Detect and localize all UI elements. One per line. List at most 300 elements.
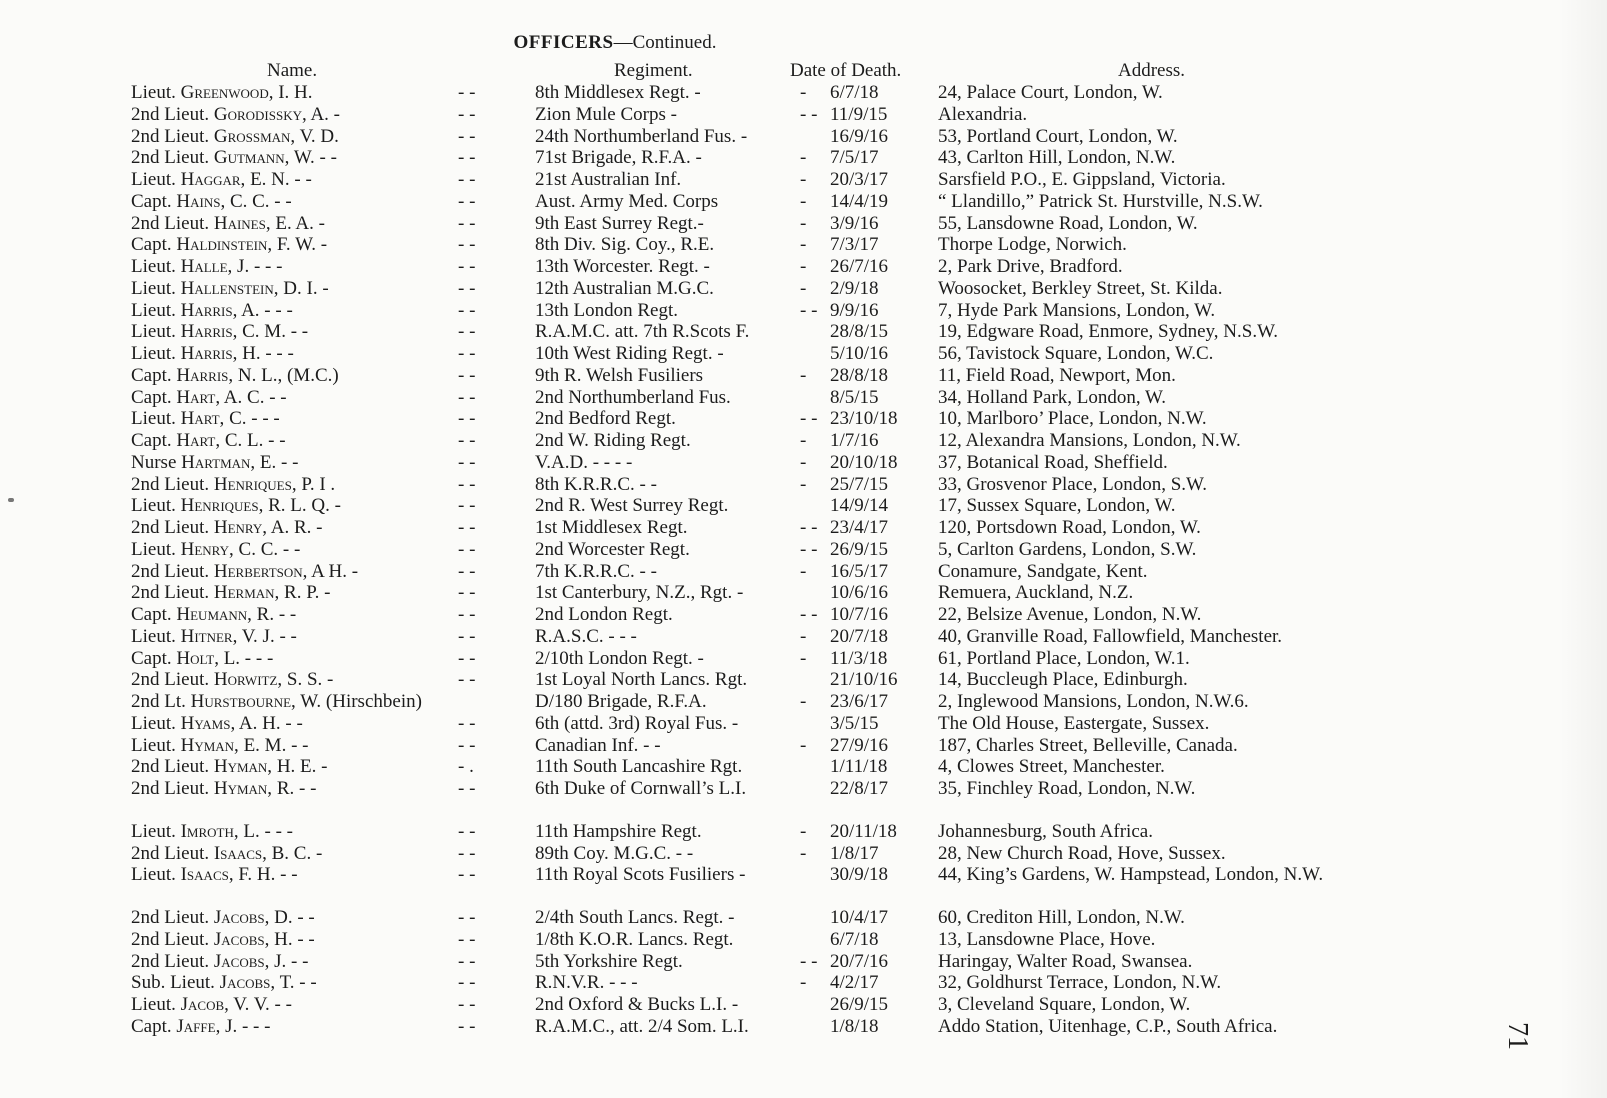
regiment: 12th Australian M.G.C. — [535, 277, 714, 299]
regiment: 2nd Bedford Regt. — [535, 408, 676, 430]
officer-surname: Jacobs, — [219, 972, 276, 994]
officer-initials: V. D. — [299, 125, 339, 147]
officer-rank: Lieut. — [131, 343, 176, 364]
officer-rank: 2nd Lieut. — [131, 842, 210, 864]
officer-rank: Capt. — [131, 647, 172, 669]
regiment: 1st Canterbury, N.Z., Rgt. - — [535, 582, 744, 604]
table-row — [0, 929, 1607, 951]
officer-name — [131, 387, 287, 409]
address: Thorpe Lodge, Norwich. — [938, 234, 1127, 256]
regiment: R.A.S.C. - - - — [535, 625, 637, 647]
table-row — [0, 387, 1607, 409]
regiment: 6th Duke of Cornwall’s L.I. — [535, 778, 747, 799]
regiment: 9th East Surrey Regt.- — [535, 212, 704, 234]
officer-surname: Holt, — [176, 647, 219, 669]
date-of-death: 20/7/18 — [830, 625, 889, 647]
officer-initials: F. H. - - — [238, 864, 298, 886]
officer-rank: 2nd Lieut. — [131, 907, 210, 928]
officer-surname: Hyman, — [213, 778, 273, 799]
officer-name — [131, 929, 315, 951]
leader-dashes: - - — [458, 517, 476, 538]
officer-name — [131, 321, 308, 343]
officer-surname: Greenwood, — [180, 82, 274, 103]
regiment: R.A.M.C., att. 2/4 Som. L.I. — [535, 1015, 749, 1037]
regiment: R.N.V.R. - - - — [535, 972, 638, 994]
leader-dashes: - - — [458, 82, 476, 103]
officer-surname: Imroth, — [180, 820, 239, 842]
officer-surname: Henry, — [213, 517, 268, 538]
officer-name — [131, 234, 327, 256]
leader-dashes: - - — [458, 125, 476, 147]
officer-initials: E. A. - — [275, 212, 325, 234]
officer-initials: I. H. — [278, 82, 313, 103]
officer-rank: Lieut. — [131, 712, 176, 734]
officer-surname: Herbertson, — [213, 560, 308, 582]
table-row — [0, 778, 1607, 800]
date-of-death: 2/9/18 — [830, 277, 879, 299]
date-of-death: 6/7/18 — [830, 82, 879, 103]
officer-initials: A. C. - - — [223, 386, 287, 408]
address: 4, Clowes Street, Manchester. — [938, 756, 1165, 778]
officer-initials: A. H. - - — [238, 712, 303, 734]
table-row — [0, 213, 1607, 235]
date-of-death: 1/8/17 — [830, 842, 879, 864]
officer-initials: T. - - — [279, 972, 317, 994]
officer-name — [131, 582, 331, 604]
regiment: 5th Yorkshire Regt. — [535, 950, 683, 972]
officer-rank: Capt. — [131, 430, 172, 451]
date-of-death: 10/7/16 — [830, 604, 889, 625]
regiment: 2nd W. Riding Regt. — [535, 430, 691, 451]
table-row — [0, 604, 1607, 626]
leader-dashes: - - — [458, 994, 476, 1015]
officer-name — [131, 430, 286, 452]
table-row — [0, 539, 1607, 561]
officer-rank: Lieut. — [131, 321, 176, 343]
officer-rank: 2nd Lieut. — [131, 778, 210, 799]
address: 32, Goldhurst Terrace, London, N.W. — [938, 972, 1222, 994]
officer-rank: Lieut. — [131, 169, 176, 190]
officer-surname: Herman, — [213, 582, 280, 604]
officer-surname: Hyman, — [180, 734, 239, 756]
officer-initials: C. - - - — [229, 408, 280, 430]
officer-initials: A. - - - — [241, 299, 293, 321]
leader-dashes: - - — [458, 647, 476, 669]
officer-rank: Lieut. — [131, 495, 176, 517]
leader-dashes: - - — [800, 604, 818, 625]
officer-name — [131, 278, 329, 300]
address: 13, Lansdowne Place, Hove. — [938, 928, 1156, 950]
leader-dashes: - - — [458, 582, 476, 604]
regiment: 1/8th K.O.R. Lancs. Regt. — [535, 928, 734, 950]
leader-dashes: - — [800, 147, 807, 169]
regiment: 2nd Worcester Regt. — [535, 538, 690, 560]
table-row — [0, 495, 1607, 517]
leader-dashes: - — [800, 256, 807, 277]
date-of-death: 7/3/17 — [830, 234, 879, 256]
leader-dashes: - - — [458, 451, 476, 473]
officer-surname: Horwitz, — [213, 669, 283, 691]
officer-name — [131, 408, 280, 430]
leader-dashes: - - — [458, 820, 476, 842]
leader-dashes: - — [800, 82, 807, 103]
regiment: Canadian Inf. - - — [535, 734, 661, 756]
address: 22, Belsize Avenue, London, N.W. — [938, 604, 1202, 625]
officer-initials: E. M. - - — [243, 734, 309, 756]
regiment: 1st Loyal North Lancs. Rgt. — [535, 669, 748, 691]
leader-dashes: - - — [458, 234, 476, 256]
officer-name — [131, 778, 316, 800]
address: 14, Buccleugh Place, Edinburgh. — [938, 669, 1188, 691]
address: 12, Alexandra Mansions, London, N.W. — [938, 430, 1241, 451]
regiment: 2nd Oxford & Bucks L.I. - — [535, 994, 739, 1015]
date-of-death: 8/5/15 — [830, 386, 879, 408]
leader-dashes: - - — [458, 299, 476, 321]
table-row — [0, 104, 1607, 126]
officer-initials: H. - - - — [242, 343, 294, 364]
officer-rank: Capt. — [131, 190, 172, 212]
title-rest: —Continued. — [613, 32, 717, 53]
officer-initials: J. - - - — [225, 1015, 271, 1037]
officer-surname: Hurstbourne, — [190, 691, 296, 712]
officer-initials: N. L., (M.C.) — [237, 364, 339, 386]
officer-initials: L. - - - — [243, 820, 293, 842]
date-of-death: 5/10/16 — [830, 343, 889, 364]
regiment: 11th South Lancashire Rgt. — [535, 756, 743, 778]
regiment: V.A.D. - - - - — [535, 451, 633, 473]
officer-name — [131, 713, 303, 735]
officer-initials: C. M. - - — [242, 321, 309, 343]
address: 11, Field Road, Newport, Mon. — [938, 364, 1176, 386]
officer-surname: Hart, — [176, 430, 221, 451]
officer-name — [131, 561, 358, 583]
officer-rank: Lieut. — [131, 277, 176, 299]
leader-dashes: - - — [458, 190, 476, 212]
officer-initials: W. - - — [293, 147, 337, 169]
leader-dashes: - - — [458, 212, 476, 234]
officer-initials: B. C. - — [271, 842, 323, 864]
officer-initials: W. (Hirschbein) — [300, 691, 422, 712]
leader-dashes: - — [800, 560, 807, 582]
officer-rank: Lieut. — [131, 625, 176, 647]
leader-dashes: - - — [458, 473, 476, 495]
table-row — [0, 126, 1607, 148]
leader-dashes: - — [800, 169, 807, 190]
officer-name — [131, 821, 293, 843]
officer-rank: Capt. — [131, 234, 172, 256]
officer-surname: Harris, — [176, 364, 234, 386]
address: Remuera, Auckland, N.Z. — [938, 582, 1134, 604]
officer-rank: 2nd Lieut. — [131, 473, 210, 495]
table-row — [0, 169, 1607, 191]
address: The Old House, Eastergate, Sussex. — [938, 712, 1210, 734]
regiment: 89th Coy. M.G.C. - - — [535, 842, 694, 864]
leader-dashes: - - — [458, 538, 476, 560]
table-row — [0, 713, 1607, 735]
header-address: Address. — [1118, 60, 1186, 81]
table-row — [0, 843, 1607, 865]
date-of-death: 20/11/18 — [830, 820, 897, 842]
table-row — [0, 191, 1607, 213]
regiment: 11th Hampshire Regt. — [535, 820, 702, 842]
header-regiment: Regiment. — [614, 60, 693, 81]
table-row — [0, 452, 1607, 474]
officer-name — [131, 474, 335, 496]
officer-initials: R. L. Q. - — [268, 495, 341, 517]
address: 24, Palace Court, London, W. — [938, 82, 1163, 103]
leader-dashes: - — [800, 451, 807, 473]
officer-rank: Nurse — [131, 451, 177, 473]
officer-rank: 2nd Lieut. — [131, 950, 210, 972]
table-row — [0, 343, 1607, 365]
officer-rank: 2nd Lt. — [131, 691, 186, 712]
leader-dashes: - - — [458, 364, 476, 386]
page-number: 71 — [1502, 1022, 1533, 1050]
date-of-death: 20/7/16 — [830, 950, 889, 972]
officer-surname: Haldinstein, — [176, 234, 273, 256]
date-of-death: 4/2/17 — [830, 972, 879, 994]
leader-dashes: - - — [458, 386, 476, 408]
officer-surname: Gorodissky, — [213, 103, 307, 125]
leader-dashes: - - — [458, 712, 476, 734]
table-row — [0, 408, 1607, 430]
officer-initials: A. - — [310, 103, 340, 125]
officer-surname: Isaacs, — [180, 864, 234, 886]
address: 17, Sussex Square, London, W. — [938, 495, 1176, 517]
leader-dashes: - — [800, 212, 807, 234]
regiment: 24th Northumberland Fus. - — [535, 125, 748, 147]
officer-initials: H. - - — [274, 928, 315, 950]
officer-name — [131, 604, 296, 626]
regiment: R.A.M.C. att. 7th R.Scots F. — [535, 321, 750, 343]
regiment: 11th Royal Scots Fusiliers - — [535, 864, 746, 886]
officer-name — [131, 191, 292, 213]
date-of-death: 25/7/15 — [830, 473, 889, 495]
leader-dashes: - - — [458, 734, 476, 756]
officer-surname: Henry, — [180, 538, 234, 560]
officer-initials: R. - - — [256, 604, 297, 625]
date-of-death: 14/9/14 — [830, 495, 889, 517]
officer-surname: Halle, — [180, 256, 233, 277]
date-of-death: 22/8/17 — [830, 778, 889, 799]
officer-rank: Lieut. — [131, 734, 176, 756]
date-of-death: 1/8/18 — [830, 1015, 879, 1037]
leader-dashes: - - — [458, 950, 476, 972]
page-title — [0, 32, 1230, 54]
address: 43, Carlton Hill, London, N.W. — [938, 147, 1176, 169]
leader-dashes: - . — [458, 756, 474, 778]
officer-surname: Haines, — [213, 212, 271, 234]
date-of-death: 1/11/18 — [830, 756, 888, 778]
officer-name — [131, 972, 317, 994]
regiment: 1st Middlesex Regt. — [535, 517, 688, 538]
date-of-death: 26/7/16 — [830, 256, 889, 277]
leader-dashes: - - — [458, 864, 476, 886]
address: 2, Park Drive, Bradford. — [938, 256, 1123, 277]
officer-name — [131, 126, 339, 148]
officer-rank: Lieut. — [131, 82, 176, 103]
officer-rank: 2nd Lieut. — [131, 147, 210, 169]
regiment: 9th R. Welsh Fusiliers — [535, 364, 704, 386]
address: 10, Marlboro’ Place, London, N.W. — [938, 408, 1207, 430]
officer-initials: A. R. - — [270, 517, 323, 538]
officer-surname: Jacobs, — [213, 907, 270, 928]
table-row — [0, 474, 1607, 496]
table-row — [0, 82, 1607, 104]
officer-initials: J. - - — [274, 950, 309, 972]
leader-dashes: - - — [458, 495, 476, 517]
officer-initials: S. S. - — [286, 669, 334, 691]
table-row — [0, 691, 1607, 713]
officer-surname: Haggar, — [180, 169, 246, 190]
officer-rank: Lieut. — [131, 408, 176, 430]
table-row — [0, 234, 1607, 256]
address: Addo Station, Uitenhage, C.P., South Africa. — [938, 1015, 1278, 1037]
date-of-death: 28/8/15 — [830, 321, 889, 343]
officer-name — [131, 648, 273, 670]
table-row — [0, 430, 1607, 452]
officer-rank: Lieut. — [131, 994, 176, 1015]
leader-dashes: - - — [458, 625, 476, 647]
table-row — [0, 517, 1607, 539]
officer-surname: Heumann, — [176, 604, 252, 625]
date-of-death: 14/4/19 — [830, 190, 889, 212]
leader-dashes: - — [800, 430, 807, 451]
officer-surname: Isaacs, — [213, 842, 267, 864]
officer-surname: Hyman, — [213, 756, 273, 778]
officer-name — [131, 951, 308, 973]
officer-name — [131, 907, 315, 929]
table-row — [0, 907, 1607, 929]
officer-surname: Harris, — [180, 299, 238, 321]
date-of-death: 20/3/17 — [830, 169, 889, 190]
officer-rank: Lieut. — [131, 538, 176, 560]
officer-initials: A H. - — [311, 560, 359, 582]
table-row — [0, 821, 1607, 843]
officer-initials: D. I. - — [283, 277, 329, 299]
officer-name — [131, 539, 300, 561]
officer-rank: Sub. Lieut. — [131, 972, 215, 994]
officer-name — [131, 300, 293, 322]
table-row — [0, 321, 1607, 343]
date-of-death: 30/9/18 — [830, 864, 889, 886]
leader-dashes: - - — [458, 604, 476, 625]
leader-dashes: - — [800, 647, 807, 669]
officer-surname: Grossman, — [213, 125, 296, 147]
officer-name — [131, 735, 308, 757]
date-of-death: 28/8/18 — [830, 364, 889, 386]
officer-rank: Lieut. — [131, 299, 176, 321]
date-of-death: 1/7/16 — [830, 430, 879, 451]
leader-dashes: - — [800, 820, 807, 842]
officer-name — [131, 517, 322, 539]
leader-dashes: - — [800, 234, 807, 256]
officer-initials: J. - - - — [237, 256, 283, 277]
officer-rank: 2nd Lieut. — [131, 103, 210, 125]
address: Haringay, Walter Road, Swansea. — [938, 950, 1193, 972]
table-row — [0, 972, 1607, 994]
address: 7, Hyde Park Mansions, London, W. — [938, 299, 1216, 321]
date-of-death: 27/9/16 — [830, 734, 889, 756]
address: 55, Lansdowne Road, London, W. — [938, 212, 1198, 234]
officer-surname: Hart, — [176, 386, 221, 408]
table-row — [0, 735, 1607, 757]
officer-rank: 2nd Lieut. — [131, 928, 210, 950]
officer-name — [131, 213, 325, 235]
officer-surname: Jacobs, — [213, 928, 270, 950]
address: 53, Portland Court, London, W. — [938, 125, 1178, 147]
officer-surname: Jacob, — [180, 994, 229, 1015]
officer-initials: H. E. - — [276, 756, 328, 778]
officer-surname: Jacobs, — [213, 950, 270, 972]
address: 61, Portland Place, London, W.1. — [938, 647, 1190, 669]
date-of-death: 7/5/17 — [830, 147, 879, 169]
officer-name — [131, 669, 333, 691]
regiment: 2nd London Regt. — [535, 604, 673, 625]
officer-surname: Hitner, — [180, 625, 238, 647]
officer-surname: Harris, — [180, 321, 238, 343]
officer-name — [131, 365, 339, 387]
date-of-death: 23/6/17 — [830, 691, 889, 712]
table-row — [0, 669, 1607, 691]
address: 35, Finchley Road, London, N.W. — [938, 778, 1196, 799]
table-row — [0, 951, 1607, 973]
leader-dashes: - - — [458, 560, 476, 582]
regiment: 13th Worcester. Regt. - — [535, 256, 710, 277]
address: 19, Edgware Road, Enmore, Sydney, N.S.W. — [938, 321, 1279, 343]
table-row — [0, 864, 1607, 886]
leader-dashes: - - — [458, 103, 476, 125]
leader-dashes: - - — [458, 256, 476, 277]
date-of-death: 3/9/16 — [830, 212, 879, 234]
header-date: Date of Death. — [790, 60, 902, 81]
leader-dashes: - - — [458, 408, 476, 430]
officer-initials: L. - - - — [223, 647, 274, 669]
address: 56, Tavistock Square, London, W.C. — [938, 343, 1214, 364]
date-of-death: 16/5/17 — [830, 560, 889, 582]
regiment: D/180 Brigade, R.F.A. — [535, 691, 707, 712]
date-of-death: 11/3/18 — [830, 647, 888, 669]
officer-name — [131, 82, 313, 104]
address: 44, King’s Gardens, W. Hampstead, London, N.W. — [938, 864, 1324, 886]
address: Woosocket, Berkley Street, St. Kilda. — [938, 277, 1223, 299]
leader-dashes: - - — [458, 1015, 476, 1037]
regiment: 2nd Northumberland Fus. — [535, 386, 731, 408]
date-of-death: 10/4/17 — [830, 907, 889, 928]
address: 60, Crediton Hill, London, N.W. — [938, 907, 1185, 928]
regiment: 8th K.R.R.C. - - — [535, 473, 657, 495]
officer-rank: Lieut. — [131, 820, 176, 842]
leader-dashes: - - — [800, 517, 818, 538]
officer-surname: Gutmann, — [213, 147, 290, 169]
leader-dashes: - — [800, 734, 807, 756]
leader-dashes: - - — [458, 321, 476, 343]
address: Sarsfield P.O., E. Gippsland, Victoria. — [938, 169, 1226, 190]
leader-dashes: - - — [458, 778, 476, 799]
officer-name — [131, 1016, 270, 1038]
address: “ Llandillo,” Patrick St. Hurstville, N.S.W. — [938, 190, 1263, 212]
table-row — [0, 756, 1607, 778]
officer-rank: 2nd Lieut. — [131, 582, 210, 604]
date-of-death: 9/9/16 — [830, 299, 879, 321]
address: 187, Charles Street, Belleville, Canada. — [938, 734, 1238, 756]
leader-dashes: - - — [458, 147, 476, 169]
date-of-death: 23/4/17 — [830, 517, 889, 538]
leader-dashes: - — [800, 473, 807, 495]
leader-dashes: - — [800, 277, 807, 299]
leader-dashes: - - — [458, 972, 476, 994]
date-of-death: 20/10/18 — [830, 451, 898, 473]
